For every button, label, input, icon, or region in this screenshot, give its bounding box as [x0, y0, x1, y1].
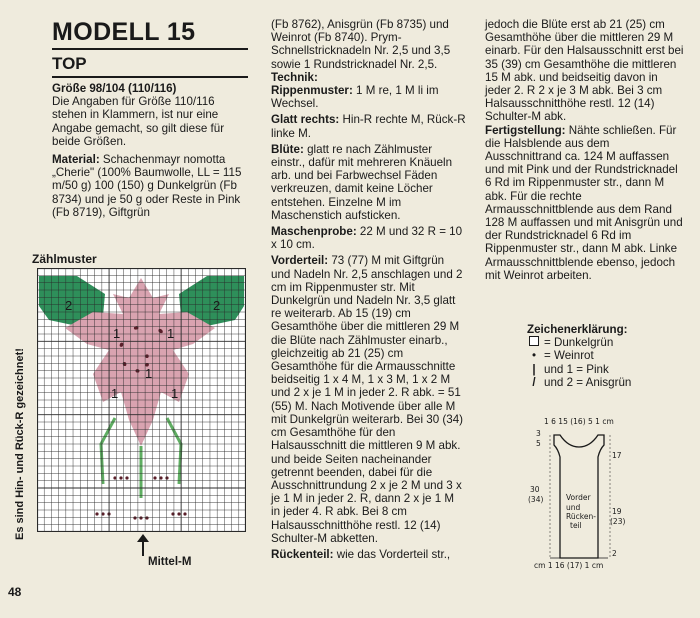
chart-label: 1	[111, 386, 119, 401]
material-text: Schachenmayr nomotta „Cherie" (100% Baumwolle, LL = 115 m/50 g) 100 (150) g Dunkelgrün (Fb 8734) und je 50 g oder Reste in Pink (Fb 8719), Giftgrün	[52, 153, 242, 219]
probe-label: Maschenprobe:	[271, 225, 357, 239]
vertical-bar-icon: |	[532, 362, 536, 376]
schematic-left-5: 5	[536, 439, 541, 448]
legend-label: und 1 = Pink	[544, 362, 609, 376]
column-1	[52, 18, 248, 224]
schematic-center-2: und	[566, 503, 581, 512]
size-text: Die Angaben für Größe 110/116 stehen in Klammern, ist nur eine Angabe gemacht, so gilt diese für beide Größen.	[52, 95, 225, 148]
vorder-label: Vorderteil:	[271, 254, 329, 268]
probe-text: 22 M und 32 R = 10 x 10 cm.	[271, 225, 463, 252]
glatt-label: Glatt rechts:	[271, 113, 340, 127]
schematic-right-19: 19	[612, 507, 622, 516]
schematic-left-30: 30	[530, 485, 540, 494]
schematic-bottom-dims: cm 1 16 (17) 1 cm	[534, 561, 604, 570]
schematic-left-34: (34)	[528, 495, 544, 504]
legend	[527, 323, 631, 389]
schematic-right-2: 2	[612, 549, 617, 558]
arrow-shaft	[142, 540, 144, 556]
wine-dot	[119, 476, 122, 479]
schematic-center-3: Rücken-	[566, 512, 596, 521]
center-stitch-label: Mittel-M	[148, 556, 192, 568]
column-2	[271, 18, 466, 566]
column-3	[485, 18, 685, 287]
chart-title: Zählmuster	[32, 252, 97, 266]
fertig-label: Fertigstellung:	[485, 123, 566, 137]
square-icon	[527, 336, 541, 349]
counting-chart	[37, 268, 246, 532]
material-label: Material:	[52, 153, 100, 167]
wine-dot	[133, 516, 136, 519]
legend-title: Zeichenerklärung:	[527, 323, 628, 336]
slash-icon: /	[532, 375, 536, 389]
wine-dot	[165, 476, 168, 479]
dot-icon: •	[531, 349, 537, 363]
wine-dot	[95, 512, 98, 515]
garment-title: TOP	[52, 54, 248, 78]
glatt-text: Hin-R rechte M, Rück-R linke M.	[271, 113, 466, 140]
chart-label: 1	[113, 326, 121, 341]
chart-label: 1	[167, 326, 175, 341]
garment-schematic	[528, 415, 628, 575]
schematic-center-1: Vorder	[566, 493, 591, 502]
legend-label: und 2 = Anisgrün	[544, 375, 632, 389]
chart-label: 2	[213, 298, 221, 313]
schematic-right-17: 17	[612, 451, 622, 460]
legend-item-anise-green	[527, 376, 631, 389]
wine-dot	[145, 355, 148, 358]
model-title: MODELL 15	[52, 18, 248, 50]
schematic-center-4: teil	[570, 521, 582, 530]
legend-item-wine-red	[527, 349, 631, 362]
wine-dot	[153, 476, 156, 479]
wine-dot	[159, 476, 162, 479]
schematic-top-dims: 1 6 15 (16) 5 1 cm	[544, 417, 614, 426]
legend-item-dark-green	[527, 336, 631, 349]
page-number: 48	[8, 585, 22, 599]
schematic-left-3: 3	[536, 429, 541, 438]
fertig-text: Nähte schließen. Für die Halsblende aus dem Ausschnittrand ca. 124 M auffassen und mit Pink und der Rundstricknadel 6 Rd im Rippenmuster str., dann M abk. Für die rechte Armausschnittblende aus dem Rand 128 M auffassen und mit Anisgrün und der Rundstricknadel 6 Rd im Rippenmuster str., dann M abk. Linke Armausschnittblende ebenso, jedoch mit Weinrot arbeiten.	[485, 123, 683, 282]
chart-label: 2	[65, 298, 73, 313]
rueck-label: Rückenteil:	[271, 547, 334, 561]
legend-label: = Dunkelgrün	[544, 336, 614, 350]
rippen-text: 1 M re, 1 M li im Wechsel.	[271, 84, 439, 111]
technik-heading: Technik:	[271, 70, 318, 84]
chart-label: 1	[145, 366, 153, 381]
rippen-label: Rippenmuster:	[271, 84, 353, 98]
wine-dot	[160, 330, 163, 333]
legend-label: = Weinrot	[544, 349, 594, 363]
wine-dot	[120, 343, 123, 346]
wine-dot	[183, 512, 186, 515]
chart-side-note: Es sind Hin- und Rück-R gezeichnet!	[14, 348, 26, 540]
wine-dot	[145, 516, 148, 519]
vorder-text: 73 (77) M mit Giftgrün und Nadeln Nr. 2,5 anschlagen und 2 cm im Rippenmuster str. Mit Dunkelgrün und Nadeln Nr. 3,5 glatt re weiterarb. Ab 15 (19) cm Gesamthöhe über die mittleren 29 M die Blüte nach Zählmuster einarb., gleichzeitig ab 21 (25) cm Gesamthöhe für die Armausschnitte beidseitig 1 x 4 M, 1 x 3 M, 1 x 2 M und 2 x je 1 M in jeder 2. R abk. = 51 (55) M. Nach Motivende über alle M mit Dunkelgrün weiterarb. Bei 30 (34) cm Gesamthöhe für den Halsausschnitt die mittleren 9 M abk. und beide Seiten nacheinander getrennt beenden, dabei für die Ausschnittrundung 2 x je 2 M und 3 x je 1 M in jeder 2. R, dann 2 x je 1 M in jeder 4. R abk. Bei 8 cm Halsausschnitthöhe restl. 12 (14) Schulter-M abketten.	[271, 254, 464, 545]
legend-item-pink	[527, 363, 631, 376]
bluete-label: Blüte:	[271, 142, 304, 156]
wine-dot	[125, 476, 128, 479]
wine-dot	[177, 512, 180, 515]
chart-label: 1	[171, 386, 179, 401]
schematic-right-23: (23)	[610, 517, 626, 526]
rueck-text: wie das Vorderteil str.,	[336, 547, 451, 561]
back-continued: jedoch die Blüte erst ab 21 (25) cm Gesamthöhe über die mittleren 29 M einarb. Für den Halsausschnitt erst bei 35 (39) cm Gesamthöhe die mittleren 15 M abk. und beidseitig davon in jeder 2. R 2 x je 3 M abk. Bei 3 cm Halsausschnitthöhe restl. 12 (14) Schulter-M abk.	[485, 18, 684, 124]
wine-dot	[139, 516, 142, 519]
bluete-text: glatt re nach Zählmuster einstr., dafür mit mehreren Knäueln arb. und bei Farbwechsel Fäden verkreuzen, damit keine Löcher entstehen. Einzelne M im Maschenstich aufsticken.	[271, 142, 453, 222]
material-continued: (Fb 8762), Anisgrün (Fb 8735) und Weinrot (Fb 8740). Prym-Schnellstricknadeln Nr. 2,5 und 3,5 sowie 1 Rundstricknadel Nr. 2,5.	[271, 18, 451, 71]
size-label: Größe 98/104 (110/116)	[52, 82, 177, 95]
